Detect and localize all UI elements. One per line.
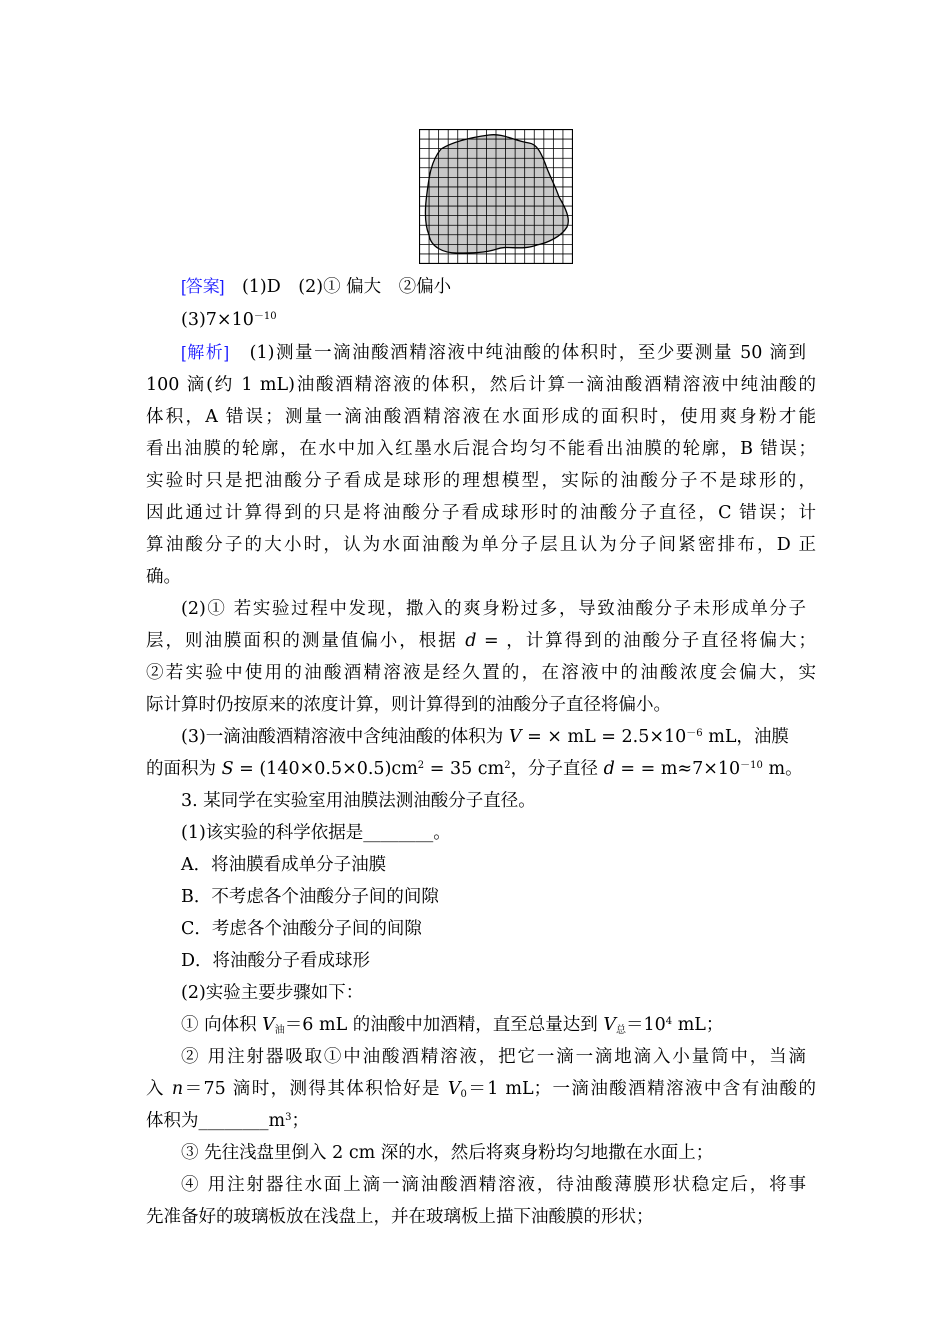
answer-line-2: $(3)7\times 10^{-10}$ [181, 310, 277, 330]
answer-tag: [答案] [181, 277, 225, 296]
analysis-line-6: 因此通过计算得到的只是将油酸分子看成球形时的油酸分子直径，C 错误；计 [146, 503, 816, 523]
analysis-p2-line-3: ②若实验中使用的油酸酒精溶液是经久置的，在溶液中的油酸浓度会偏大，实 [146, 663, 816, 683]
analysis-line-8: 确。 [146, 567, 181, 587]
step-2-line-2: 入 n＝75 滴时，测得其体积恰好是 $V_0=1$ mL；一滴油酸酒精溶液中含有油酸的 [146, 1079, 816, 1100]
analysis-line-2: 100 滴(约 1 mL)油酸酒精溶液的体积，然后计算一滴油酸酒精溶液中纯油酸的 [146, 375, 816, 395]
analysis-p3-line-2: 的面积为 $S = (140\times 0.5\times 0.5)cm^2 = 35$ $cm^2$，分子直径 d = = $m\approx 7\times 10^{-10}$ m。 [146, 759, 803, 779]
analysis-p2-line-2: 层，则油膜面积的测量值偏小，根据 d = ，计算得到的油酸分子直径将偏大； [146, 631, 816, 651]
analysis-line-4: 看出油膜的轮廓，在水中加入红墨水后混合均匀不能看出油膜的轮廓，B 错误； [146, 439, 816, 459]
analysis-line-5: 实验时只是把油酸分子看成是球形的理想模型，实际的油酸分子不是球形的， [146, 471, 816, 491]
step-3: ③ 先往浅盘里倒入 2 cm 深的水，然后将爽身粉均匀地撒在水面上； [181, 1143, 714, 1163]
step-2-line-3: 体积为$\_\_\_\_\_\_\_\_m^3$； [146, 1111, 309, 1131]
step-4-line-2: 先准备好的玻璃板放在浅盘上，并在玻璃板上描下油酸膜的形状； [146, 1207, 654, 1227]
step-1: ① 向体积 $V_油=6$ mL 的油酸中加酒精，直至总量达到 $V_总=10^4$ mL； [181, 1015, 724, 1036]
option-d: D．将油酸分子看成球形 [181, 951, 371, 971]
oil-film-grid-figure [419, 129, 573, 264]
oil-film-outline [425, 135, 568, 253]
analysis-p3-line-1: (3)一滴油酸酒精溶液中含纯油酸的体积为 V = × mL = $2.5\times 10^{-6}$ mL，油膜 [181, 727, 789, 747]
analysis-p2-line-4: 际计算时仍按原来的浓度计算，则计算得到的油酸分子直径将偏小。 [146, 695, 671, 715]
answer-line-1: [答案] (1)D (2)① 偏大 ②偏小 [181, 277, 452, 297]
question-part-2: (2)实验主要步骤如下： [181, 983, 364, 1003]
analysis-tag: [解析] [181, 343, 230, 362]
question-title: 3. 某同学在实验室用油膜法测油酸分子直径。 [181, 791, 536, 811]
option-c: C．考虑各个油酸分子间的间隙 [181, 919, 422, 939]
analysis-line-7: 算油酸分子的大小时，认为水面油酸为单分子层且认为分子间紧密排布，D 正 [146, 535, 816, 555]
option-a: A．将油膜看成单分子油膜 [181, 855, 387, 875]
analysis-p2-line-1: (2)① 若实验过程中发现，撒入的爽身粉过多，导致油酸分子未形成单分子 [181, 599, 806, 619]
step-2-line-1: ② 用注射器吸取①中油酸酒精溶液，把它一滴一滴地滴入小量筒中，当滴 [181, 1047, 806, 1067]
analysis-line-1: [解析] (1)测量一滴油酸酒精溶液中纯油酸的体积时，至少要测量 50 滴到 [181, 343, 807, 363]
option-b: B．不考虑各个油酸分子间的间隙 [181, 887, 439, 907]
question-part-1: (1)该实验的科学依据是________。 [181, 823, 451, 843]
step-4-line-1: ④ 用注射器往水面上滴一滴油酸酒精溶液，待油酸薄膜形状稳定后，将事 [181, 1175, 806, 1195]
analysis-line-3: 体积，A 错误；测量一滴油酸酒精溶液在水面形成的面积时，使用爽身粉才能 [146, 407, 816, 427]
